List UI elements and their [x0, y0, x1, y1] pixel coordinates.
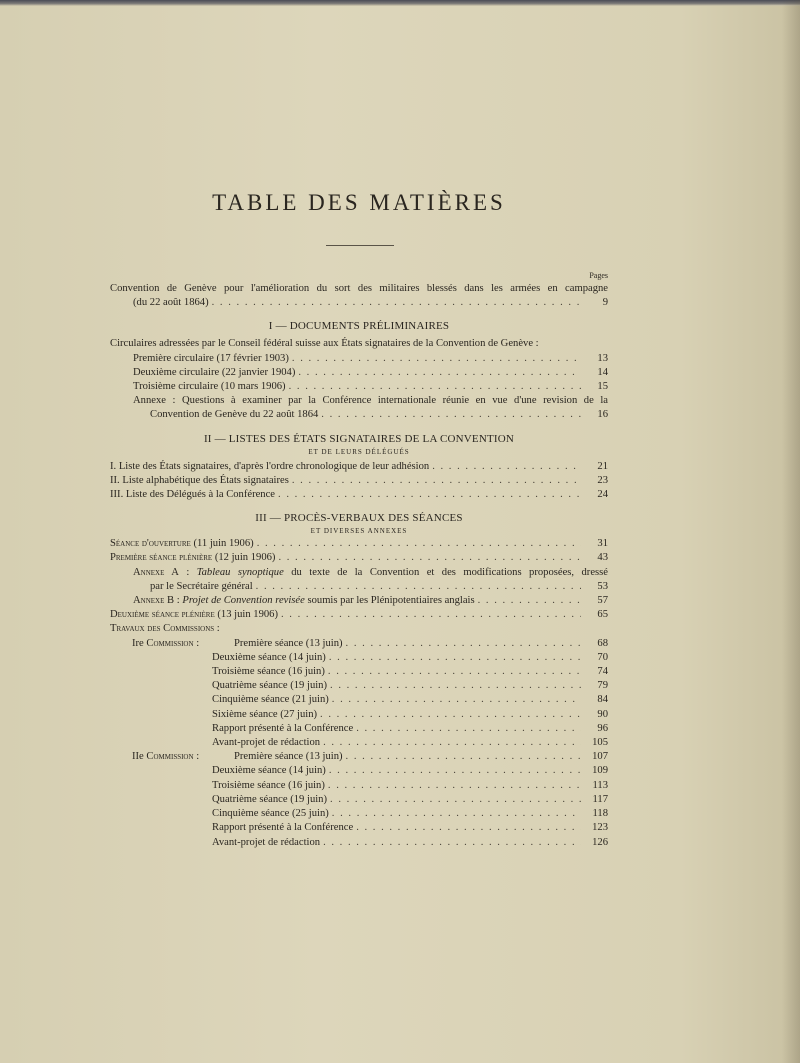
entry-date: (13 juin 1906): [214, 609, 278, 621]
toc-entry-page: 9: [602, 297, 608, 309]
toc-entry-label: [132, 750, 343, 764]
leader-dots: [332, 693, 581, 707]
toc-entry-label: III. Liste des Délégués à la Conférence: [110, 489, 276, 501]
toc-entry-label: (du 22 août 1864): [133, 297, 209, 309]
commission-number: Ire: [132, 637, 144, 649]
toc-entry: [110, 488, 608, 502]
annexe-text: soumis par les Plénipotentiaires anglais: [304, 595, 475, 607]
toc-entry-page: 70: [597, 651, 608, 663]
toc-entry-label: Rapport présenté à la Conférence: [212, 822, 354, 834]
leader-dots: [432, 460, 581, 474]
section-heading-3: III — PROCÈS-VERBAUX DES SÉANCES: [255, 512, 463, 525]
toc-entry-page: 16: [597, 409, 608, 421]
leader-dots: [292, 474, 581, 488]
toc-entry-page: 14: [597, 366, 608, 378]
commission-number: IIe: [132, 751, 144, 763]
toc-entry-label: [110, 608, 278, 622]
toc-entry: [110, 352, 608, 366]
toc-entry-page: 13: [597, 352, 608, 364]
toc-entry-label: Rapport présenté à la Conférence: [212, 722, 354, 734]
toc-entry-label: Sixième séance (27 juin): [212, 708, 318, 720]
small-caps-text: Deuxième séance plénière: [110, 609, 215, 621]
toc-entry: [110, 708, 608, 722]
leader-dots: [281, 608, 581, 622]
leader-dots: [328, 779, 581, 793]
toc-entry-label: [133, 594, 475, 608]
page-top-edge: [0, 0, 800, 6]
section-subheading-3: ET DIVERSES ANNEXES: [310, 527, 408, 536]
toc-entry-page: 31: [597, 538, 608, 550]
toc-entry-label: Première circulaire (17 février 1903): [133, 352, 289, 364]
leader-dots: [330, 679, 581, 693]
toc-entry-page: 79: [597, 680, 608, 692]
toc-entry: [110, 580, 608, 594]
entry-date: (12 juin 1906): [212, 552, 276, 564]
toc-entry-label: Deuxième circulaire (22 janvier 1904): [133, 366, 296, 378]
toc-entry: [110, 408, 608, 422]
toc-entry-label: [110, 551, 275, 565]
separator: :: [174, 595, 183, 607]
toc-entry-label: Troisième séance (16 juin): [212, 779, 325, 791]
toc-entry-label: Avant-projet de rédaction: [212, 737, 321, 749]
leader-dots: [346, 637, 581, 651]
leader-dots: [256, 580, 581, 594]
toc-entry-label: Cinquième séance (25 juin): [212, 808, 329, 820]
toc-entry-page: 65: [597, 609, 608, 621]
toc-entry: [110, 460, 608, 474]
toc-entry-label: Troisième circulaire (10 mars 1906): [133, 381, 286, 393]
toc-entry: [110, 836, 608, 850]
toc-entry: [110, 722, 608, 736]
toc-entry-label: [132, 637, 343, 651]
leader-dots: [212, 296, 581, 310]
page-title: TABLE DES MATIÈRES: [212, 190, 506, 215]
table-of-contents: [110, 270, 608, 850]
entry-date: (11 juin 1906): [190, 538, 254, 550]
toc-entry-label: I. Liste des États signataires, d'après l'ordre chronologique de leur adhésion: [110, 460, 430, 472]
toc-entry-page: 15: [597, 381, 608, 393]
toc-entry: [110, 665, 608, 679]
pages-column-label: Pages: [589, 271, 608, 280]
session-label: Première séance (13 juin): [234, 751, 343, 763]
toc-entry-page: 96: [597, 722, 608, 734]
toc-entry: [110, 807, 608, 821]
toc-entry: [110, 551, 608, 565]
toc-entry: [110, 693, 608, 707]
toc-entry: [110, 779, 608, 793]
toc-entry-page: 43: [597, 552, 608, 564]
section-heading-2: II — LISTES DES ÉTATS SIGNATAIRES DE LA CONVENTION: [203, 432, 515, 445]
toc-entry-label: II. Liste alphabétique des États signataires: [110, 474, 289, 486]
small-caps-text: Première séance plénière: [110, 552, 213, 564]
section-heading-1: I — DOCUMENTS PRÉLIMINAIRES: [268, 320, 450, 333]
leader-dots: [356, 722, 581, 736]
leader-dots: [323, 836, 581, 850]
toc-entry-page: 126: [592, 836, 608, 848]
small-caps-text: Commission :: [143, 637, 200, 649]
toc-entry-page: 24: [597, 489, 608, 501]
toc-entry: [110, 537, 608, 551]
small-caps-text: Commission :: [143, 751, 200, 763]
travaux-heading: Travaux des Commissions :: [110, 623, 220, 635]
section1-lead: Circulaires adressées par le Conseil fédéral suisse aux États signataires de la Convention de Genève :: [110, 338, 539, 350]
leader-dots: [321, 408, 581, 422]
toc-entry: [110, 736, 608, 750]
italic-title: Projet de Convention revisée: [182, 595, 305, 607]
leader-dots: [320, 708, 581, 722]
small-caps-text: Annexe B: [133, 595, 175, 607]
toc-entry-label: Quatrième séance (19 juin): [212, 680, 328, 692]
leader-dots: [478, 594, 581, 608]
toc-entry-page: 23: [597, 474, 608, 486]
leader-dots: [278, 551, 581, 565]
toc-entry: [110, 764, 608, 778]
toc-entry-label: Convention de Genève du 22 août 1864: [150, 409, 319, 421]
italic-title: Tableau synoptique: [196, 566, 284, 578]
toc-entry-label: [110, 537, 254, 551]
annexe-line1: Annexe : Questions à examiner par la Conférence internationale réunie en vue d'une revision de la: [133, 395, 608, 407]
toc-entry-page: 74: [597, 666, 608, 678]
toc-entry-page: 107: [592, 751, 608, 763]
separator: :: [178, 566, 197, 578]
toc-entry-page: 113: [592, 779, 608, 791]
toc-entry-page: 68: [597, 637, 608, 649]
toc-entry: [110, 750, 608, 764]
toc-entry: [110, 366, 608, 380]
toc-entry-label: Quatrième séance (19 juin): [212, 793, 328, 805]
toc-entry: [110, 474, 608, 488]
toc-entry-page: 84: [597, 694, 608, 706]
title-rule: [326, 245, 394, 246]
toc-entry-label: Deuxième séance (14 juin): [212, 765, 326, 777]
commission-label: [132, 750, 234, 764]
leader-dots: [278, 488, 581, 502]
toc-entry-page: 21: [597, 460, 608, 472]
leader-dots: [328, 665, 581, 679]
toc-entry-page: 57: [597, 595, 608, 607]
toc-entry-page: 53: [597, 580, 608, 592]
intro-line1: Convention de Genève pour l'amélioration du sort des militaires blessés dans les armées en campagne: [110, 283, 608, 294]
toc-entry-page: 118: [592, 808, 608, 820]
toc-entry-label: Cinquième séance (21 juin): [212, 694, 329, 706]
leader-dots: [323, 736, 581, 750]
leader-dots: [330, 793, 581, 807]
toc-entry-label: par le Secrétaire général: [150, 580, 253, 592]
toc-entry-page: 105: [592, 737, 608, 749]
annexe-text: du texte de la Convention et des modifications proposées, dressé: [283, 566, 608, 578]
toc-entry: [110, 679, 608, 693]
toc-entry: [110, 651, 608, 665]
section-subheading-2: ET DE LEURS DÉLÉGUÉS: [308, 447, 410, 456]
toc-entry: [110, 380, 608, 394]
leader-dots: [289, 380, 581, 394]
leader-dots: [346, 750, 581, 764]
toc-entry: [110, 296, 608, 310]
toc-entry: [110, 821, 608, 835]
commission-label: [132, 637, 234, 651]
leader-dots: [292, 352, 581, 366]
leader-dots: [329, 764, 581, 778]
page-right-edge: [782, 0, 800, 1063]
leader-dots: [332, 807, 581, 821]
toc-entry: [110, 594, 608, 608]
toc-entry: [110, 608, 608, 622]
toc-entry-page: 90: [597, 708, 608, 720]
leader-dots: [329, 651, 581, 665]
annexe-a-line1: [110, 566, 608, 580]
toc-entry-label: Troisième séance (16 juin): [212, 666, 325, 678]
leader-dots: [257, 537, 581, 551]
toc-entry: [110, 637, 608, 651]
toc-entry-label: Avant-projet de rédaction: [212, 836, 321, 848]
session-label: Première séance (13 juin): [234, 637, 343, 649]
toc-entry-page: 109: [592, 765, 608, 777]
leader-dots: [298, 366, 581, 380]
toc-entry-label: Deuxième séance (14 juin): [212, 651, 326, 663]
toc-entry-page: 117: [592, 793, 608, 805]
toc-entry: [110, 793, 608, 807]
leader-dots: [356, 821, 581, 835]
small-caps-text: Annexe A: [133, 566, 179, 578]
small-caps-text: Séance d'ouverture: [110, 538, 191, 550]
toc-entry-page: 123: [592, 822, 608, 834]
